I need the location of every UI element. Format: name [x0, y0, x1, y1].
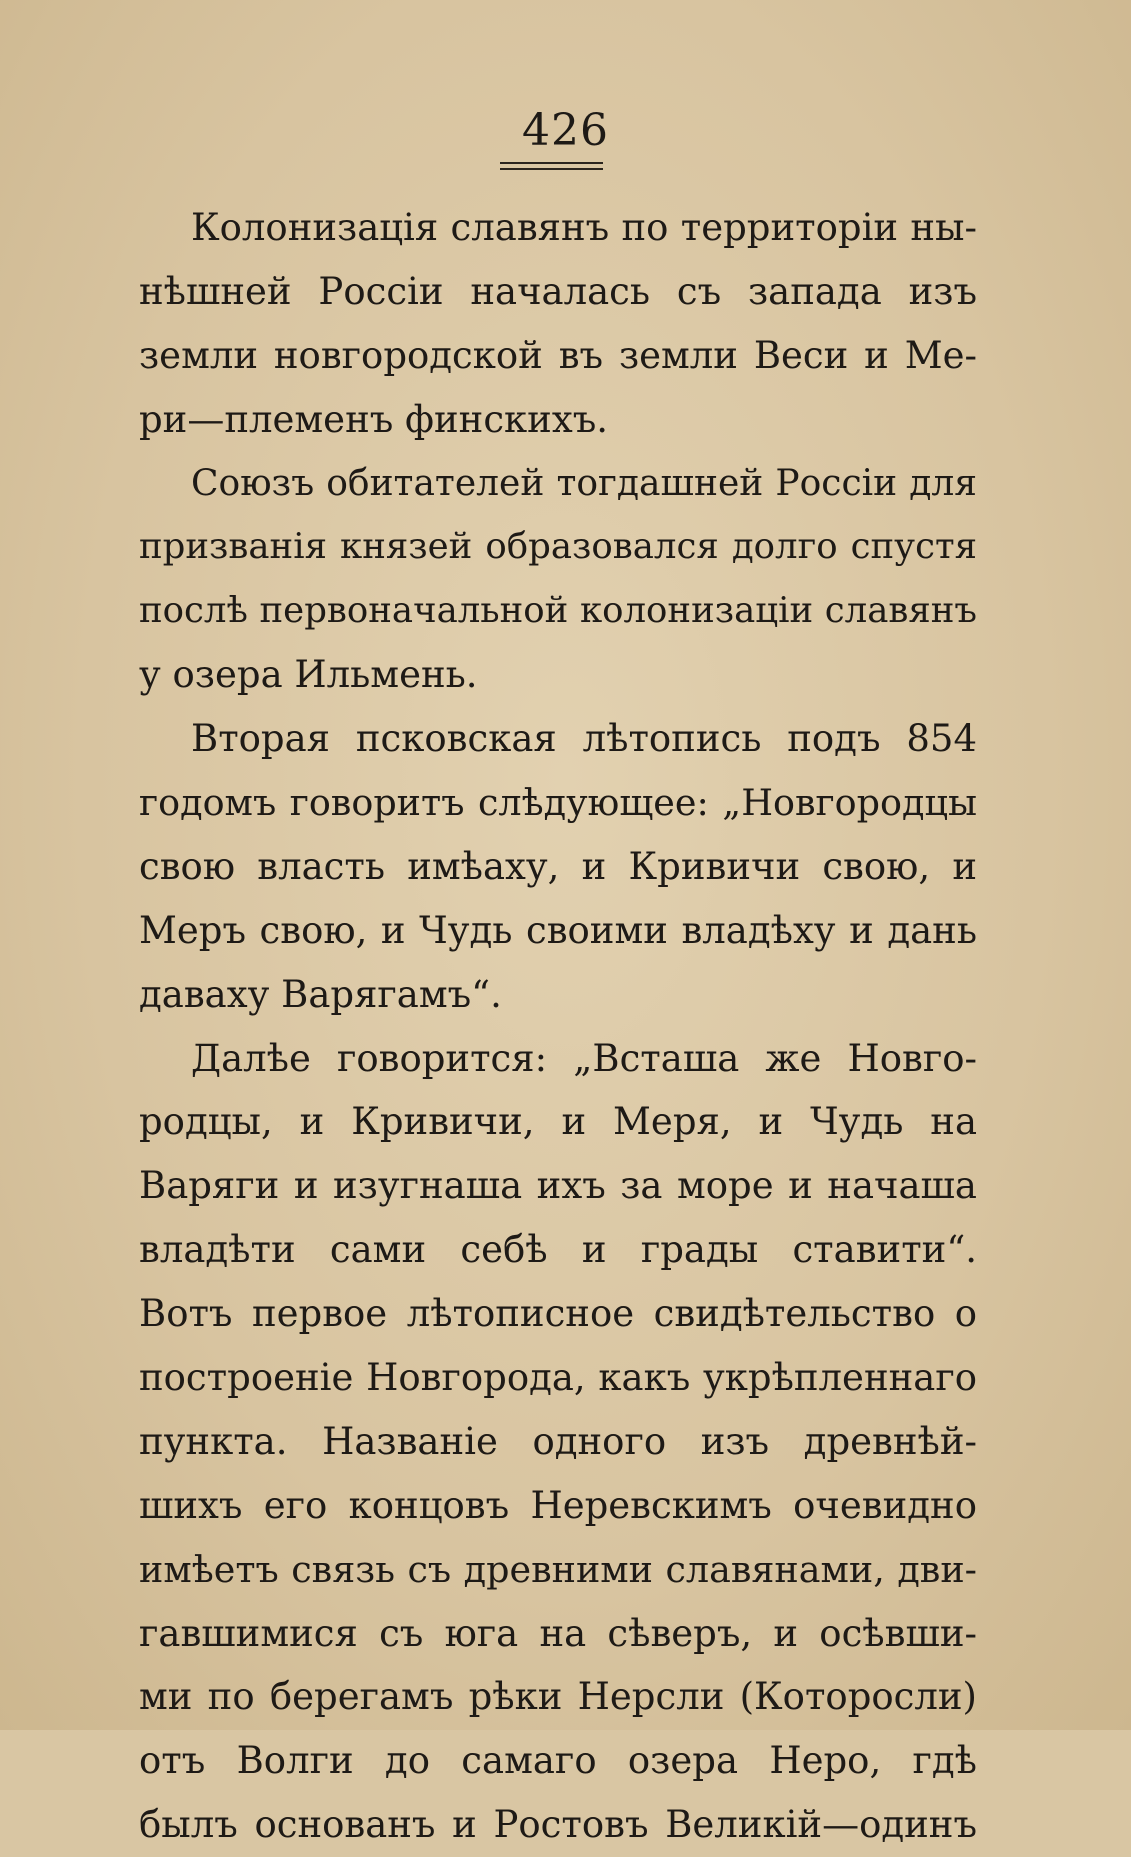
text-line: владѣти сами себѣ и грады ставити“.	[139, 1228, 977, 1272]
text-line: Меръ свою, и Чудь своими владѣху и дань	[139, 908, 977, 952]
text-line: ри—племенъ финскихъ.	[139, 397, 609, 441]
text-line: гавшимися съ юга на сѣверъ, и осѣвши-	[139, 1611, 977, 1655]
text-line: шихъ его концовъ Неревскимъ очевидно	[139, 1483, 977, 1527]
text-line: построеніе Новгорода, какъ укрѣпленнаго	[139, 1356, 977, 1400]
text-line: Далѣе говорится: „Всташа же Новго-	[191, 1036, 977, 1080]
text-line: даваху Варягамъ“.	[139, 972, 502, 1016]
text-line: родцы, и Кривичи, и Меря, и Чудь на	[139, 1100, 977, 1144]
text-line: у озера Ильмень.	[139, 653, 478, 697]
text-line: отъ Волги до самаго озера Неро, гдѣ	[139, 1739, 977, 1783]
text-line: былъ основанъ и Ростовъ Великій—одинъ	[139, 1803, 977, 1847]
text-line: имѣетъ связь съ древними славянами, дви-	[139, 1547, 977, 1591]
text-line: Вотъ первое лѣтописное свидѣтельство о	[139, 1292, 977, 1336]
header-rule-top	[500, 162, 603, 164]
text-line: пункта. Названіе одного изъ древнѣй-	[139, 1419, 977, 1463]
header-rule-bottom	[500, 168, 603, 170]
text-line: Союзъ обитателей тогдашней Россіи для	[191, 462, 977, 504]
text-line: свою власть имѣаху, и Кривичи свою, и	[139, 844, 977, 888]
text-line: призванія князей образовался долго спустя	[139, 526, 977, 568]
text-line: нѣшней Россіи началась съ запада изъ	[139, 269, 977, 313]
text-line: годомъ говоритъ слѣдующее: „Новгородцы	[139, 781, 977, 825]
text-line: ми по берегамъ рѣки Нерсли (Которосли)	[139, 1675, 977, 1719]
text-line: Колонизація славянъ по территоріи ны-	[191, 206, 977, 249]
text-line: земли новгородской въ земли Веси и Ме-	[139, 333, 977, 377]
body-text	[139, 196, 977, 1857]
text-line: послѣ первоначальной колонизаціи славянъ	[139, 590, 977, 632]
page-number: 426	[522, 105, 609, 156]
text-line: Вторая псковская лѣтопись подъ 854	[191, 717, 977, 761]
text-line: Варяги и изугнаша ихъ за море и начаша	[139, 1164, 977, 1208]
